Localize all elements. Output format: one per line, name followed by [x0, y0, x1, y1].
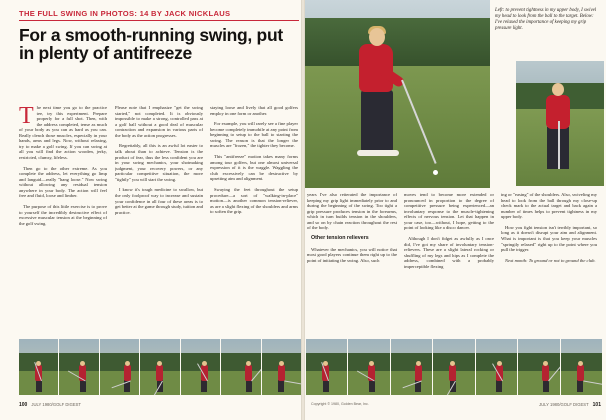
paragraph: Although I don't fidget as awfully as I once did, I've got my share of involuntary tension-relievers. These are a slight lateral rocking or shuffling of my legs and hips as I complete the address, combined with a probably imperceptible flexing	[404, 236, 494, 269]
left-page	[0, 0, 301, 420]
paragraph-text: he next time you go to the practice tee, try this experiment. Prepare properly for a full shot. Then, with the address completed, tense as much of your body as you can as hard as you can. Really clench those muscles, especially in your hands, arms and legs. Now, without relaxing, try to make a golf swing. If you can swing at all you will find the action wooden, jerky, restricted, clumsy, lifeless.	[19, 105, 107, 160]
photo-caption: Left: to prevent tightness in my upper body, I swivel my head to look from the ball to the target. Below: I've relaxed the importance of keeping my grip pressure light.	[495, 8, 597, 31]
swing-sequence-frame	[306, 339, 347, 395]
paragraph: Regrettably, all this is an awful lot easier to talk about than to achieve. Tension is the product of fear, thus the less confident you are in your swing mechanics, your shotmaking judgment, your recovery powers, or any particular competitive situation, the more "tightly" you will start the swing.	[115, 143, 203, 182]
paragraph: moves tend to become more extended or pronounced in proportion to the degree of competitive pressure being experienced—an involuntary response to the muscle-tightening effects of nervous tension. Let that happen in your case, too—without, I hope, getting to the point of looking like a disco dancer.	[404, 192, 494, 231]
swing-sequence-photos-right	[306, 339, 602, 395]
swing-sequence-frame	[391, 339, 432, 395]
paragraph: staying loose and lively that all good golfers employ in one form or another.	[210, 105, 298, 116]
paragraph: The purpose of this little exercise is to prove to yourself the incredibly destructive effect of excessive muscular tension at the beginning of the golf swing.	[19, 204, 107, 226]
swing-sequence-frame	[100, 339, 139, 395]
drop-cap: T	[19, 105, 34, 129]
paragraph: For example, you will rarely see a fine player become completely immobile at any point from beginning to setup to the ball to starting the swing. The reason is that the longer the muscles are "frozen," the tighter they become.	[210, 121, 298, 149]
paragraph	[19, 105, 107, 160]
series-kicker-text: THE FULL SWING IN PHOTOS: 14 BY JACK NICKLAUS	[19, 9, 231, 18]
swing-sequence-frame	[476, 339, 517, 395]
paragraph: This "antifreeze" motion takes many forms among tour golfers, but one almost universal expression of it is the waggle. Waggling the club excessively can be destructive by upsetting aim and alignment.	[210, 154, 298, 182]
kicker-rule	[19, 20, 299, 21]
grip-photo	[516, 61, 604, 186]
body-column-5	[404, 192, 494, 337]
swing-sequence-frame	[348, 339, 389, 395]
folio-text: JULY 1980/GOLF DIGEST	[31, 402, 81, 407]
body-column-3	[210, 105, 298, 335]
next-month-note: Next month: To ground or not to ground the club.	[505, 257, 596, 263]
body-column-4	[307, 192, 397, 337]
page-number: 100	[19, 402, 28, 408]
swing-sequence-frame	[221, 339, 260, 395]
series-kicker	[19, 9, 299, 18]
main-golfer-photo	[305, 0, 490, 188]
page-folio-right	[311, 402, 601, 408]
paragraph: How you fight tension isn't terribly important, so long as it doesn't disrupt your aim and alignment. What is important is that you keep your muscles "springily relaxed" right up to the point where you pull the trigger.	[501, 224, 597, 253]
body-column-2	[115, 105, 203, 335]
swing-sequence-frame	[59, 339, 98, 395]
body-column-6	[501, 192, 597, 337]
folio-text: JULY 1980/GOLF DIGEST	[539, 402, 589, 407]
swing-sequence-frame	[140, 339, 179, 395]
page-folio	[19, 402, 81, 408]
swing-sequence-frame	[19, 339, 58, 395]
swing-sequence-frame	[561, 339, 602, 395]
swing-sequence-frame	[262, 339, 301, 395]
paragraph: Swaying the feet throughout the setup procedure—a sort of "walking-in-place" motion—is another common tension-reliever, as are a slight flexing of the shoulders and arms to soften the grip.	[210, 187, 298, 215]
copyright-line: Copyright © 1980, Golden Bear, Inc.	[311, 402, 369, 406]
body-column-1	[19, 105, 107, 335]
swing-sequence-frame	[181, 339, 220, 395]
swing-sequence-frame	[518, 339, 559, 395]
paragraph: Please note that I emphasize "get the swing started," not completed. It is obviously impossible to make a strong, controlled pass at a golf ball without a good deal of muscular contraction and expansion in various parts of the body as the action progresses.	[115, 105, 203, 138]
swing-sequence-photos-left	[19, 339, 301, 395]
page-number: 101	[592, 402, 601, 408]
paragraph: Then go to the other extreme. As you complete the address, let everything go limp and languid—really "hang loose." Now swing without allowing any residual tension anywhere in your body. The action will feel free and fluid, loose and limber.	[19, 165, 107, 199]
paragraph: Whatever the mechanics, you will notice that most good players continue them right up to the point of initiating the swing. Also, such	[307, 246, 397, 263]
subhead: Other tension relievers	[311, 235, 369, 242]
paragraph: I know it's tough medicine to swallow, but the only foolproof way to increase and sustain your confidence in all four of these areas is to get better at the game through study, tuition and practice.	[115, 187, 203, 215]
paragraph: years I've also reiterated the importance of keeping my grip light immediately prior to and during the beginning of the swing. Too tight a grip pressure produces tension in the forearms, which in turn builds tension in the shoulders, and so on by chain reaction throughout the rest of the body.	[307, 192, 397, 231]
paragraph: ing or "easing" of the shoulders. Also, swiveling my head to look from the ball through my close-up check mark to the actual target and back again a number of times helps to prevent tightness in my upper body.	[501, 192, 597, 220]
swing-sequence-frame	[433, 339, 474, 395]
article-headline: For a smooth-running swing, put in plenty of antifreeze	[19, 25, 283, 63]
